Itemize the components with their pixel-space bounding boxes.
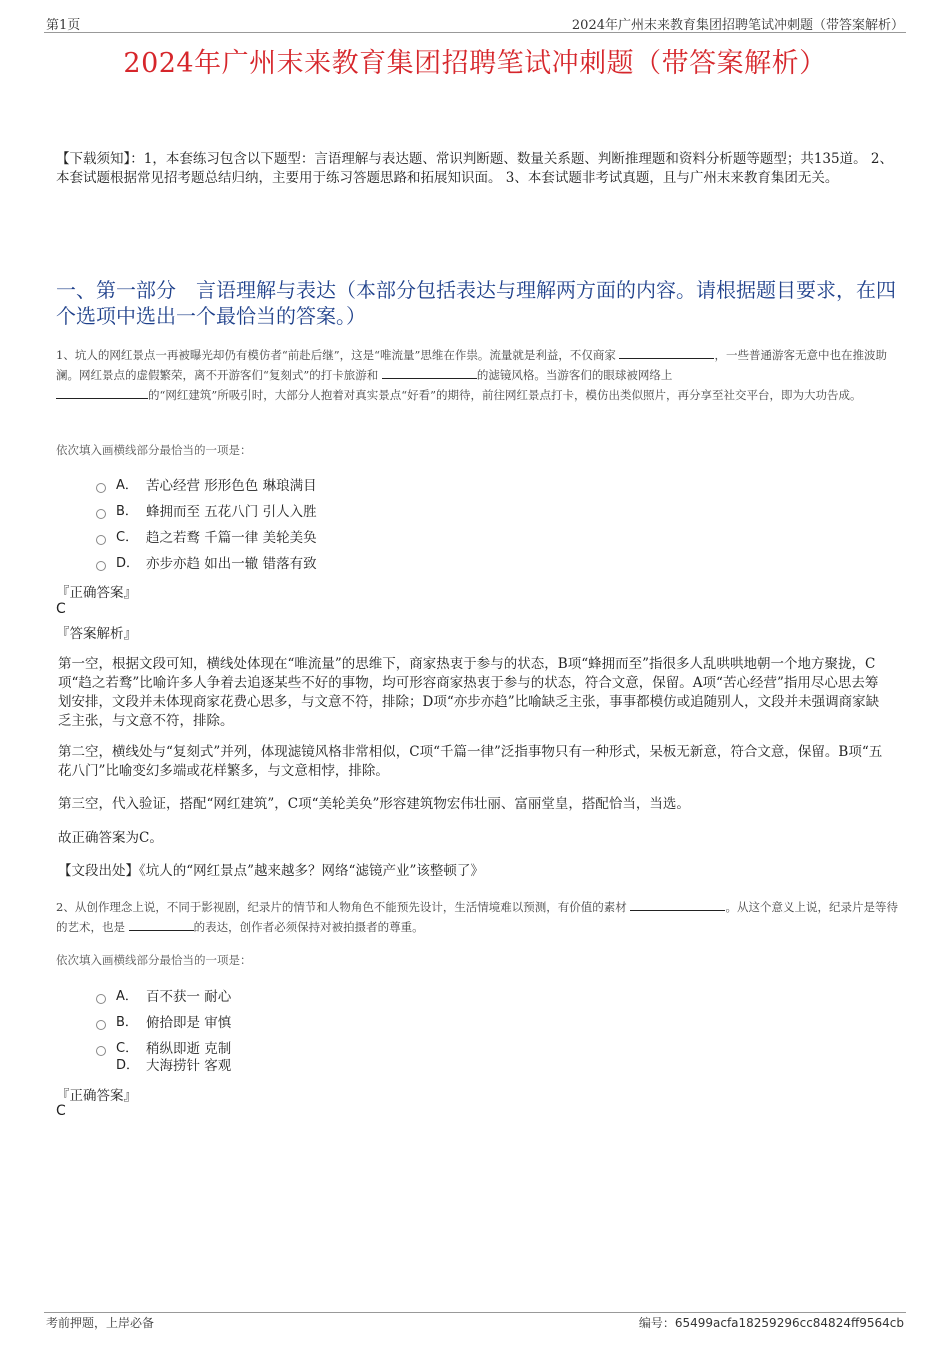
radio-icon[interactable] [96,483,106,493]
radio-icon[interactable] [96,1020,106,1030]
blank-1 [619,346,714,359]
q1-analysis-para-3: 第三空，代入验证，搭配“网红建筑”，C项“美轮美奂”形容建筑物宏伟壮丽、富丽堂皇，搭配恰当，当选。 [58,796,690,812]
q1-analysis-label: 『答案解析』 [56,626,137,642]
radio-icon[interactable] [96,994,106,1004]
footer-slogan: 考前押题，上岸必备 [46,1316,155,1330]
q2-option-d[interactable]: D． 大海捞针 客观 [116,1058,232,1074]
q1-answer: C [56,601,66,617]
q2-option-a[interactable]: A． 百不获一 耐心 [96,987,231,1007]
q1-answer-label: 『正确答案』 [56,585,137,601]
q1-option-b[interactable]: B． 蜂拥而至 五花八门 引人入胜 [96,502,317,522]
blank-5 [129,918,194,931]
radio-icon[interactable] [96,1046,106,1056]
question-1-prompt: 依次填入画横线部分最恰当的一项是： [56,443,252,457]
radio-icon[interactable] [96,535,106,545]
radio-icon[interactable] [96,561,106,571]
header-doc-title: 2024年广州末来教育集团招聘笔试冲刺题（带答案解析） [571,18,904,33]
footer-code: 编号：65499acfa18259296cc84824ff9564cb [638,1316,904,1330]
q1-option-c[interactable]: C． 趋之若鹜 千篇一律 美轮美奂 [96,528,317,548]
radio-icon[interactable] [96,509,106,519]
download-notice: 【下载须知】：1，本套练习包含以下题型：言语理解与表达题、常识判断题、数量关系题、判断推理题和资料分析题等题型；共135道。 2、本套试题根据常见招考题总结归纳，主要用于练习答题思路和拓展知识面。 3、本套试题非考试真题，且与广州末来教育集团无关。 [56,151,893,186]
q2-option-c[interactable]: C． 稍纵即逝 克制 [96,1039,231,1059]
blank-2 [382,366,477,379]
q1-source: 【文段出处】《坑人的“网红景点”越来越多？网络“滤镜产业”该整顿了》 [58,863,484,879]
question-2-stem: 2、从创作理念上说，不同于影视剧，纪录片的情节和人物角色不能预先设计，生活情境难以预测，有价值的素材 。从这个意义上说，纪录片是等待的艺术，也是 的表达，创作者必须保持对被拍摄者的尊重。 [56,900,898,934]
blank-4 [630,898,725,911]
blank-3 [56,386,148,399]
section-heading: 一、第一部分 言语理解与表达（本部分包括表达与理解两方面的内容。请根据题目要求，在四个选项中选出一个最恰当的答案。） [56,278,896,328]
question-1-stem: 1、坑人的网红景点一再被曝光却仍有模仿者“前赴后继”，这是“唯流量”思维在作祟。流量就是利益，不仅商家 ，一些普通游客无意中也在推波助澜。网红景点的虚假繁荣，离不开游客们“复刻式”的打卡旅游和 的滤镜风格。当游客们的眼球被网络上 的“网红建筑”所吸引时，大部分人抱着对真实景点“好看”的期待，前往网红景点打卡，模仿出类似照片，再分享至社交平台，即为大功告成。 [56,348,887,402]
q2-answer: C [56,1103,66,1119]
question-2-prompt: 依次填入画横线部分最恰当的一项是： [56,953,252,967]
q1-option-a[interactable]: A． 苦心经营 形形色色 琳琅满目 [96,476,317,496]
page-number: 第1页 [46,18,81,33]
footer-divider [44,1312,906,1313]
page-title: 2024年广州末来教育集团招聘笔试冲刺题（带答案解析） [123,48,827,79]
q1-analysis-para-2: 第二空，横线处与“复刻式”并列，体现滤镜风格非常相似，C项“千篇一律”泛指事物只有一种形式，呆板无新意，符合文意，保留。B项“五花八门”比喻变幻多端或花样繁多，与文意相悖，排除。 [58,744,883,779]
q2-option-b[interactable]: B． 俯拾即是 审慎 [96,1013,231,1033]
q1-analysis-para-1: 第一空，根据文段可知，横线处体现在“唯流量”的思维下，商家热衷于参与的状态，B项“蜂拥而至”指很多人乱哄哄地朝一个地方聚拢，C项“趋之若鹜”比喻许多人争着去追逐某些不好的事物，均可形容商家热衷于参与的状态，符合文意，保留。A项“苦心经营”指用尽心思去筹划安排，文段并未体现商家花费心思多，与文意不符，排除；D项“亦步亦趋”比喻缺乏主张，事事都模仿或追随别人，文段并未强调商家缺乏主张，与文意不符，排除。 [58,656,880,729]
q2-answer-label: 『正确答案』 [56,1088,137,1104]
q1-option-d[interactable]: D． 亦步亦趋 如出一辙 错落有致 [96,554,317,574]
q1-analysis-para-4: 故正确答案为C。 [58,830,163,846]
header-divider [44,32,906,33]
